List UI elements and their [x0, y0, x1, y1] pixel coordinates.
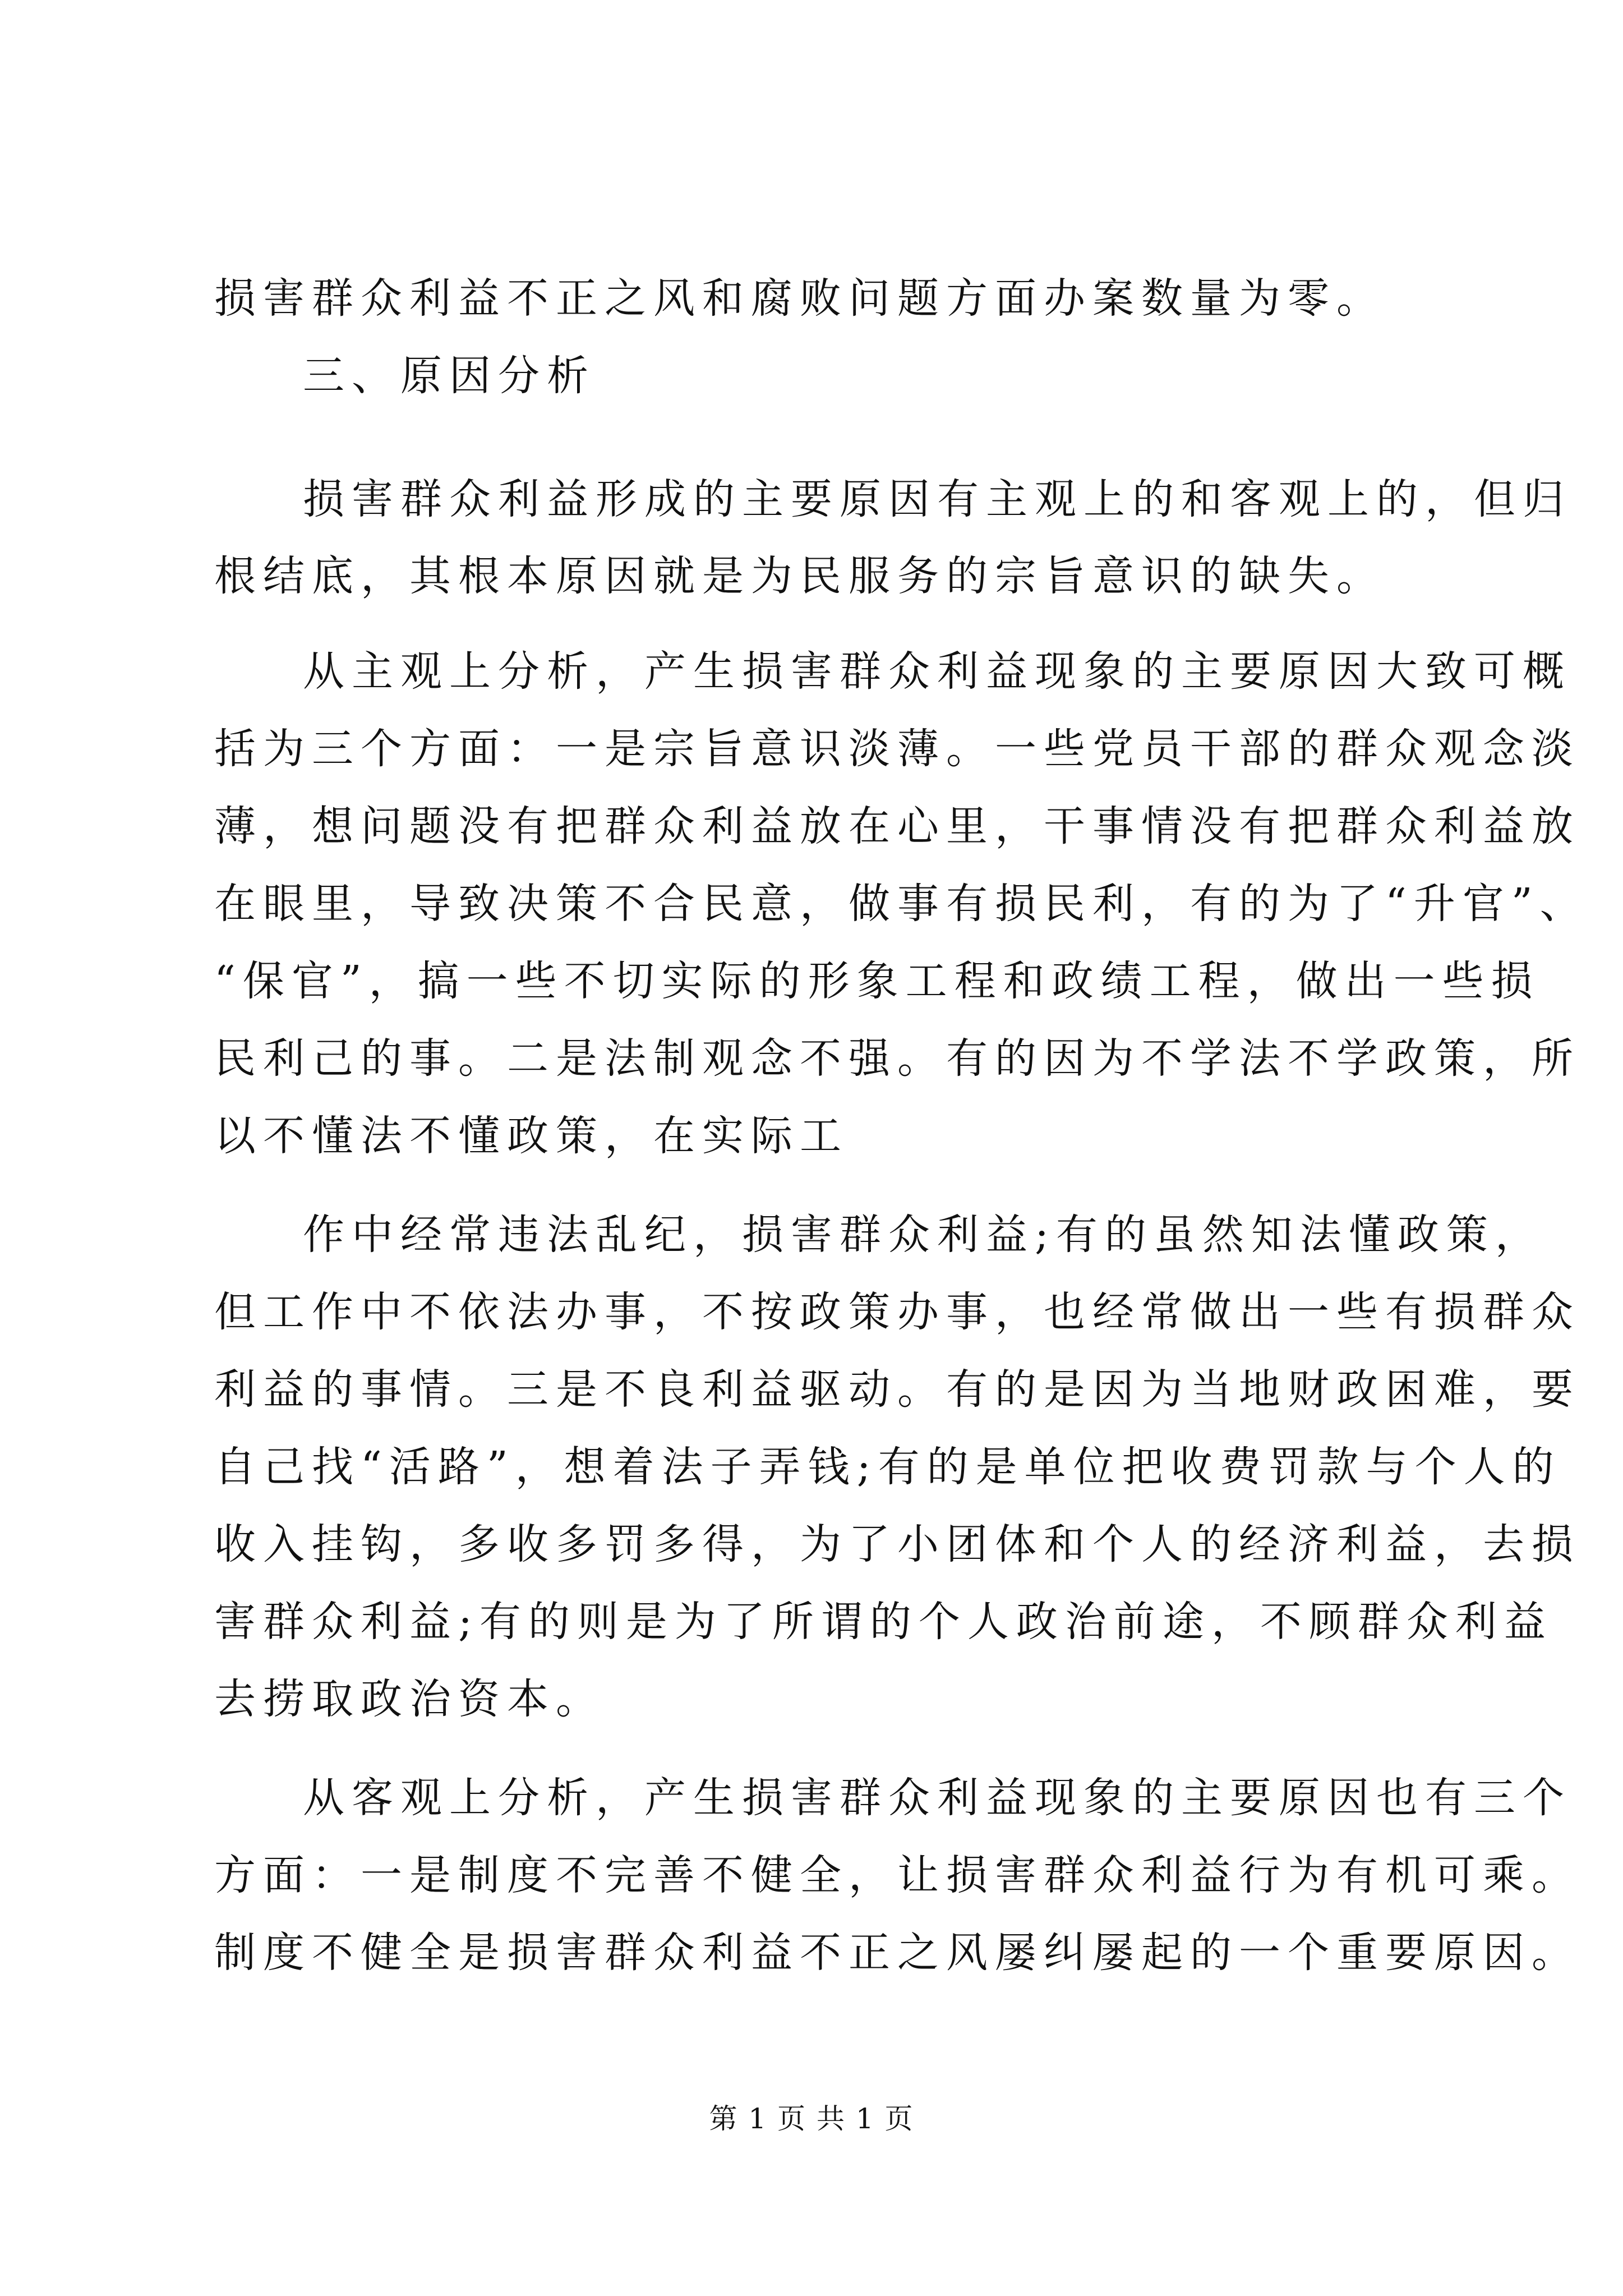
page-footer: 第 1 页 共 1 页	[709, 2102, 914, 2135]
text-line: 从主观上分析，产生损害群众利益现象的主要原因大致可概	[303, 647, 1571, 696]
section-heading: 三、原因分析	[303, 352, 596, 400]
text-line: 民利己的事。二是法制观念不强。有的因为不学法不学政策，所	[214, 1034, 1580, 1083]
text-line: 作中经常违法乱纪，损害群众利益;有的虽然知法懂政策，	[303, 1211, 1544, 1259]
text-line: 从客观上分析，产生损害群众利益现象的主要原因也有三个	[303, 1774, 1571, 1822]
text-line: 害群众利益;有的则是为了所谓的个人政治前途，不顾群众利益	[214, 1598, 1553, 1646]
text-line: 但工作中不依法办事，不按政策办事，也经常做出一些有损群众	[214, 1288, 1580, 1336]
text-line: 损害群众利益形成的主要原因有主观上的和客观上的，但归	[303, 475, 1571, 523]
text-line: 去捞取政治资本。	[214, 1675, 605, 1723]
text-line: 根结底，其根本原因就是为民服务的宗旨意识的缺失。	[214, 552, 1385, 600]
text-line: “保官”，搞一些不切实际的形象工程和政绩工程，做出一些损	[214, 957, 1540, 1005]
text-line: 薄，想问题没有把群众利益放在心里，干事情没有把群众利益放	[214, 802, 1580, 850]
text-line: 制度不健全是损害群众利益不正之风屡纠屡起的一个重要原因。	[214, 1929, 1580, 1977]
text-line: 自己找“活路”，想着法子弄钱;有的是单位把收费罚款与个人的	[214, 1443, 1561, 1491]
text-line: 收入挂钩，多收多罚多得，为了小团体和个人的经济利益，去损	[214, 1520, 1580, 1568]
text-line: 利益的事情。三是不良利益驱动。有的是因为当地财政困难，要	[214, 1365, 1580, 1414]
text-line: 损害群众利益不正之风和腐败问题方面办案数量为零。	[214, 274, 1385, 323]
text-line: 在眼里，导致决策不合民意，做事有损民利，有的为了“升官”、	[214, 880, 1589, 928]
text-line: 以不懂法不懂政策，在实际工	[214, 1112, 849, 1160]
text-line: 方面：一是制度不完善不健全，让损害群众利益行为有机可乘。	[214, 1851, 1580, 1899]
text-line: 括为三个方面：一是宗旨意识淡薄。一些党员干部的群众观念淡	[214, 725, 1580, 773]
